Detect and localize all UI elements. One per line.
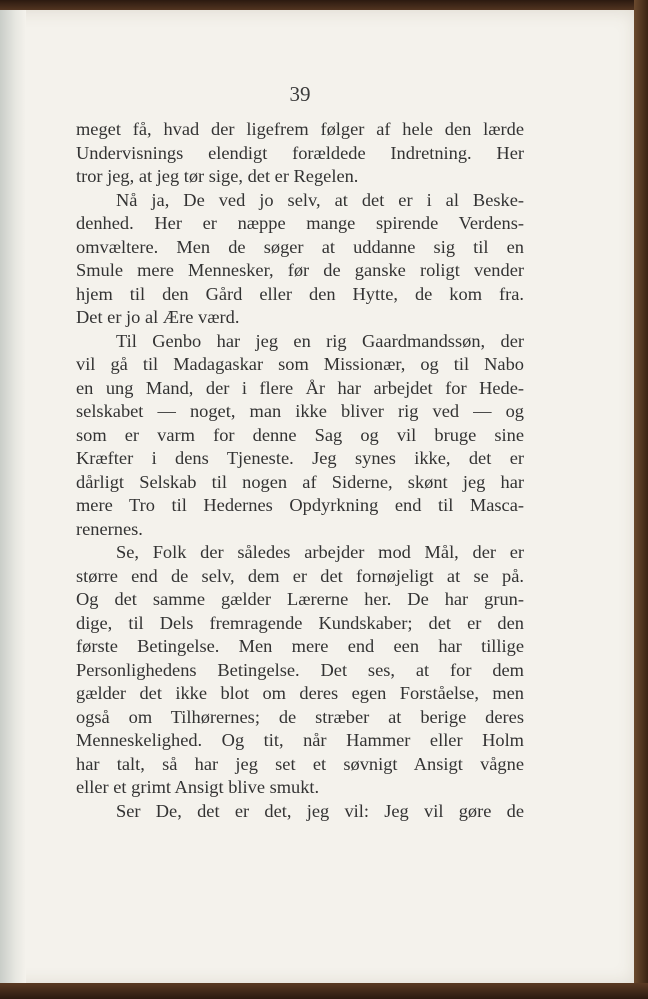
book-cover-bottom-edge bbox=[0, 983, 648, 999]
text-line: Kræfter i dens Tjeneste. Jeg synes ikke, det er bbox=[76, 448, 524, 468]
text-line: Ser De, det er det, jeg vil: Jeg vil gøre de bbox=[116, 800, 524, 821]
text-line: Undervisnings elendigt forældede Indretning. Her bbox=[76, 142, 524, 163]
text-line: selskabet — noget, man ikke bliver rig ved — og bbox=[76, 401, 524, 421]
text-line: større end de selv, dem er det fornøjeligt at se på. bbox=[76, 565, 524, 586]
text-line: denhed. Her er næppe mange spirende Verdens- bbox=[76, 213, 524, 233]
text-line: hjem til den Gård eller den Hytte, de kom fra. bbox=[76, 283, 524, 304]
text-line: Menneskelighed. Og tit, når Hammer eller Holm bbox=[76, 730, 524, 750]
text-line: renernes. bbox=[76, 518, 143, 539]
text-line: Og det samme gælder Lærerne her. De har grun- bbox=[76, 589, 524, 609]
text-line: Nå ja, De ved jo selv, at det er i al Beske- bbox=[116, 189, 524, 210]
text-line: meget få, hvad der ligefrem følger af hele den lærde bbox=[76, 119, 524, 139]
text-line: som er varm for denne Sag og vil bruge sine bbox=[76, 424, 524, 445]
text-line: mere Tro til Hedernes Opdyrkning end til Masca- bbox=[76, 495, 524, 515]
text-line: vil gå til Madagaskar som Missionær, og til Nabo bbox=[76, 354, 524, 374]
page-number: 39 bbox=[289, 82, 311, 106]
text-line: Til Genbo har jeg en rig Gaardmandssøn, der bbox=[116, 330, 524, 351]
text-line: tror jeg, at jeg tør sige, det er Regelen. bbox=[76, 166, 359, 186]
page-body-text bbox=[76, 118, 524, 823]
text-line: Det er jo al Ære værd. bbox=[76, 307, 240, 327]
text-line: Se, Folk der således arbejder mod Mål, der er bbox=[116, 542, 524, 562]
text-line: dårligt Selskab til nogen af Siderne, skønt jeg har bbox=[76, 471, 524, 492]
text-line: Personlighedens Betingelse. Det ses, at for dem bbox=[76, 659, 524, 680]
text-line: dige, til Dels fremragende Kundskaber; det er den bbox=[76, 612, 524, 633]
page-gutter bbox=[0, 10, 26, 985]
text-line: eller et grimt Ansigt blive smukt. bbox=[76, 777, 320, 797]
book-cover-right-edge bbox=[634, 0, 648, 999]
text-line: Smule mere Mennesker, før de ganske roligt vender bbox=[76, 260, 524, 280]
text-line: første Betingelse. Men mere end een har tillige bbox=[76, 636, 524, 656]
text-line: omvæltere. Men de søger at uddanne sig til en bbox=[76, 236, 524, 257]
text-line: gælder det ikke blot om deres egen Forståelse, men bbox=[76, 683, 524, 703]
text-line: en ung Mand, der i flere År har arbejdet for Hede- bbox=[76, 377, 524, 398]
text-line: har talt, så har jeg set et søvnigt Ansigt vågne bbox=[76, 753, 524, 774]
text-line: også om Tilhørernes; de stræber at berige deres bbox=[76, 706, 524, 727]
